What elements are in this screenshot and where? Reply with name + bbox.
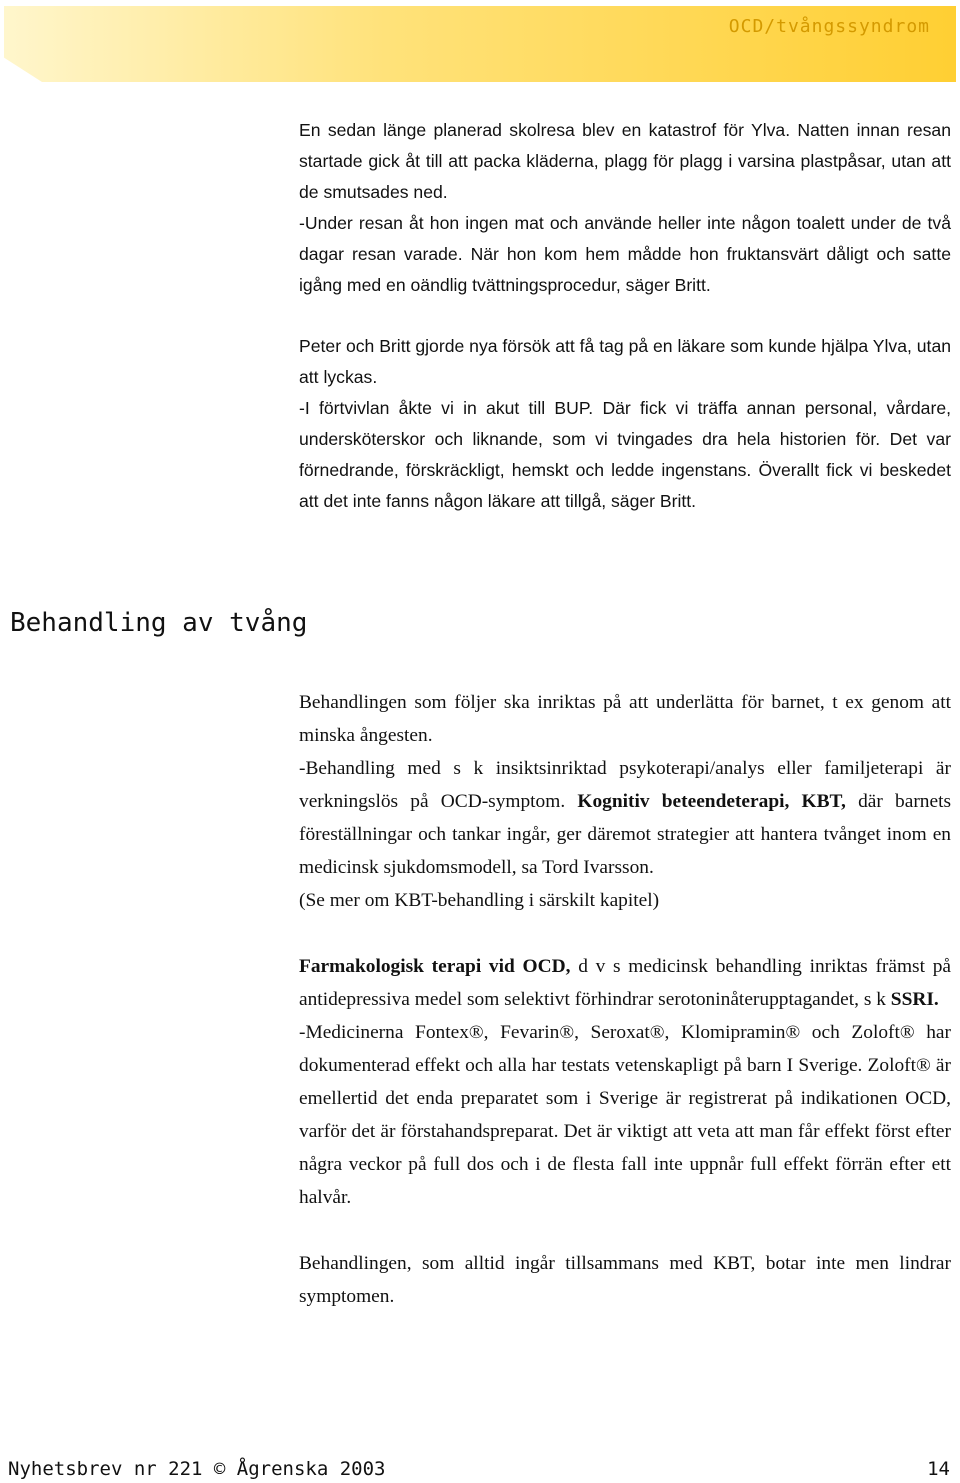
intro-paragraph: -Under resan åt hon ingen mat och använde heller inte någon toalett under de två dagar resan varade. När hon kom hem mådde hon fruktansvärt dåligt och satte igång med en oändlig tvättningsprocedur, säger Britt. <box>299 213 951 295</box>
treatment-paragraph: (Se mer om KBT-behandling i särskilt kapitel) <box>299 890 660 911</box>
treatment-bold-term: SSRI. <box>890 989 939 1010</box>
treatment-bold-term: Farmakologisk terapi vid OCD, <box>299 956 571 977</box>
footer-publication: Nyhetsbrev nr 221 © Ågrenska 2003 <box>8 1458 386 1480</box>
running-header-title: OCD/tvångssyndrom <box>728 16 930 37</box>
treatment-paragraph: Behandlingen, som alltid ingår tillsammans med KBT, botar inte men lindrar symptomen. <box>299 1253 951 1307</box>
intro-paragraph: Peter och Britt gjorde nya försök att få tag på en läkare som kunde hjälpa Ylva, utan att lyckas. <box>299 336 952 387</box>
paragraph-spacer <box>299 917 951 950</box>
treatment-paragraph: Behandlingen som följer ska inriktas på att underlätta för barnet, t ex genom att minska ångesten. <box>299 692 951 746</box>
intro-paragraph: En sedan länge planerad skolresa blev en katastrof för Ylva. Natten innan resan startade gick åt till att packa kläderna, plagg för plagg i varsina plastpåsar, utan att de smutsades ned. <box>299 120 951 202</box>
paragraph-spacer <box>299 301 951 331</box>
treatment-text-block <box>299 686 951 1313</box>
paragraph-spacer <box>299 1214 951 1247</box>
treatment-bold-term: Kognitiv beteendeterapi, KBT, <box>577 791 846 812</box>
treatment-paragraph <box>299 950 951 1016</box>
intro-text-block <box>299 115 951 517</box>
footer-page-number: 14 <box>927 1458 950 1480</box>
treatment-text: d v s medicinsk behandling inriktas främst på antidepressiva medel som selektivt förhindrar serotoninåterupptagandet, s k <box>299 956 951 1010</box>
section-heading: Behandling av tvång <box>10 608 308 638</box>
treatment-paragraph: -Medicinerna Fontex®, Fevarin®, Seroxat®, Klomipramin® och Zoloft® har dokumenterad effekt och alla har testats vetenskapligt på barn I Sverige. Zoloft® är emellertid det enda preparatet som i Sverige är registrerat på indikationen OCD, varför det är förstahandspreparat. Det är viktigt att veta att man får effekt först efter några veckor på full dos och i de flesta fall inte uppnår full effekt förrän efter ett halvår. <box>299 1022 951 1208</box>
treatment-text: -Behandling med s k insiktsinriktad psykoterapi/analys eller familjeterapi är verkningslös på OCD-symptom. <box>299 758 951 812</box>
intro-paragraph: -I förtvivlan åkte vi in akut till BUP. Där fick vi träffa annan personal, vårdare, undersköterskor och liknande, som vi tvingades dra hela historien för. Det var förnedrande, förskräckligt, hemskt och ledde ingenstans. Överallt fick vi beskedet att det inte fanns någon läkare att tillgå, säger Britt. <box>299 398 951 511</box>
treatment-paragraph <box>299 752 951 884</box>
treatment-text: där barnets föreställningar och tankar ingår, ger däremot strategier att hantera tvånget inom en medicinsk sjukdomsmodell, sa Tord Ivarsson. <box>299 791 952 878</box>
